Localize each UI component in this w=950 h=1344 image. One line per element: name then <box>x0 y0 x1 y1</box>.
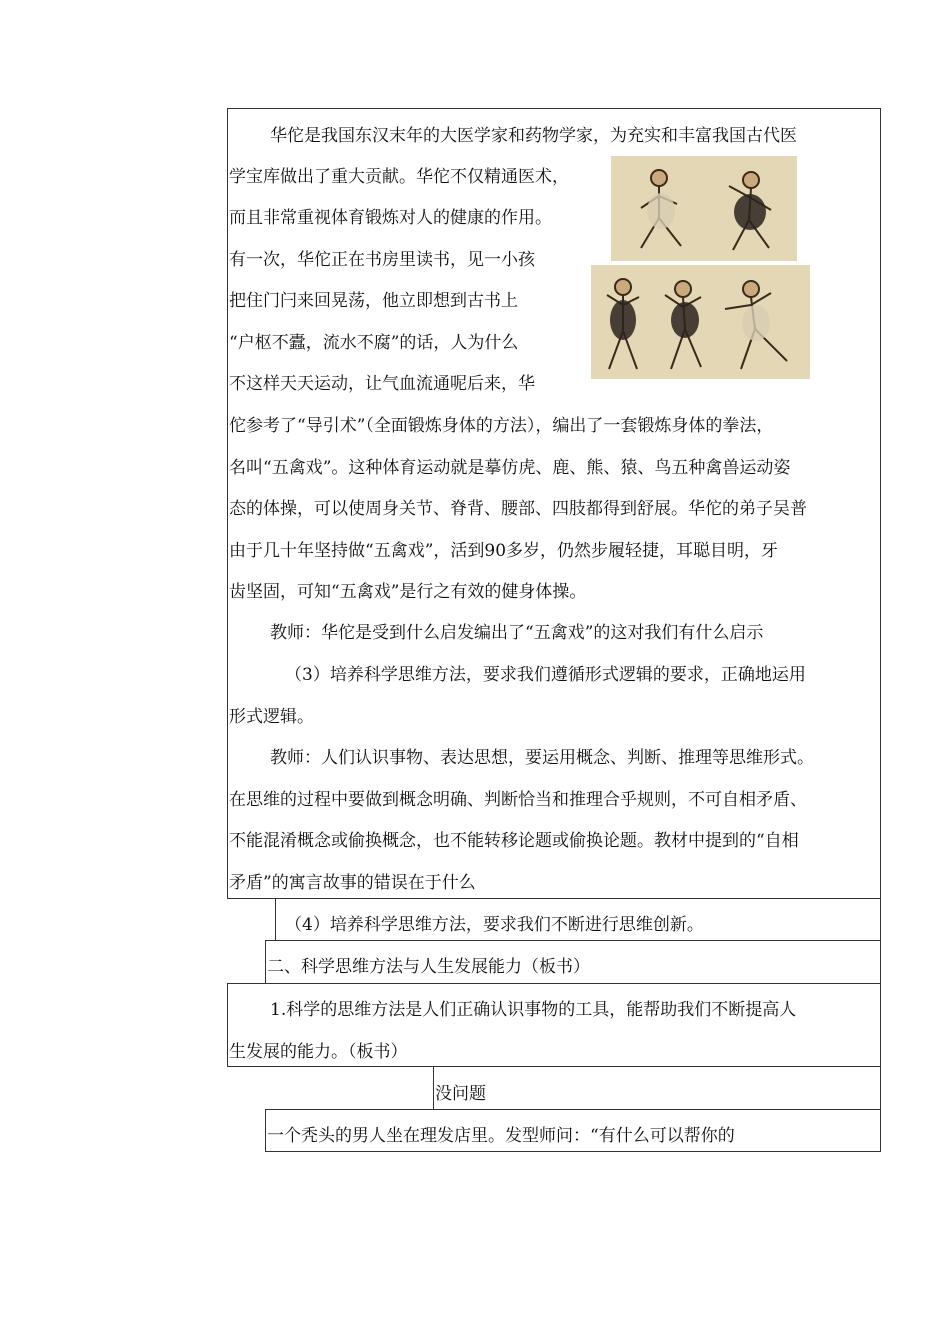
wuqinxi-illustration-top <box>611 156 797 261</box>
teacher-question-line: 矛盾”的寓言故事的错误在于什么 <box>229 873 476 893</box>
teacher-question: 教师：华佗是受到什么启发编出了“五禽戏”的这对我们有什么启示 <box>270 623 764 643</box>
point4-text: （4）培养科学思维方法，要求我们不断进行思维创新。 <box>285 915 704 935</box>
no-problem-text: 没问题 <box>435 1084 486 1104</box>
wuqinxi-illustration-bottom <box>591 265 810 379</box>
story-line: 佗参考了“导引术”（全面锻炼身体的方法），编出了一套锻炼身体的拳法， <box>229 416 774 436</box>
story-line: “户枢不蠹，流水不腐”的话，人为什么 <box>229 333 519 353</box>
board-point-line: 生发展的能力。（板书） <box>229 1042 408 1062</box>
teacher-question-line: 教师：人们认识事物、表达思想，要运用概念、判断、推理等思维形式。 <box>270 748 814 768</box>
joke-text: 一个秃头的男人坐在理发店里。发型师问：“有什么可以帮你的 <box>267 1126 735 1146</box>
point3-line: （3）培养科学思维方法，要求我们遵循形式逻辑的要求，正确地运用 <box>285 665 806 685</box>
teacher-question-line: 在思维的过程中要做到概念明确、判断恰当和推理合乎规则，不可自相矛盾、 <box>229 790 807 810</box>
point3-line: 形式逻辑。 <box>229 707 314 727</box>
story-line: 华佗是我国东汉末年的大医学家和药物学家，为充实和丰富我国古代医 <box>270 126 797 146</box>
story-line: 态的体操，可以使周身关节、脊背、腰部、四肢都得到舒展。华佗的弟子吴普 <box>229 499 807 519</box>
story-line: 名叫“五禽戏”。这种体育运动就是摹仿虎、鹿、熊、猿、鸟五种禽兽运动姿 <box>229 458 791 478</box>
story-line: 不这样天天运动，让气血流通呢后来，华 <box>229 374 535 394</box>
no-problem-cell <box>433 1066 881 1110</box>
teacher-question-line: 不能混淆概念或偷换概念，也不能转移论题或偷换论题。教材中提到的“自相 <box>229 831 799 851</box>
section-heading: 二、科学思维方法与人生发展能力（板书） <box>267 957 590 977</box>
story-line: 而且非常重视体育锻炼对人的健康的作用。 <box>229 208 552 228</box>
story-line: 齿坚固，可知“五禽戏”是行之有效的健身体操。 <box>229 582 587 602</box>
story-line: 学宝库做出了重大贡献。华佗不仅精通医术， <box>229 167 569 187</box>
board-point-line: 1.科学的思维方法是人们正确认识事物的工具，能帮助我们不断提高人 <box>270 1000 797 1020</box>
story-line: 把住门闩来回晃荡，他立即想到古书上 <box>229 291 518 311</box>
story-line: 有一次，华佗正在书房里读书，见一小孩 <box>229 250 535 270</box>
story-line: 由于几十年坚持做“五禽戏”，活到90多岁，仍然步履轻捷，耳聪目明，牙 <box>229 541 779 561</box>
